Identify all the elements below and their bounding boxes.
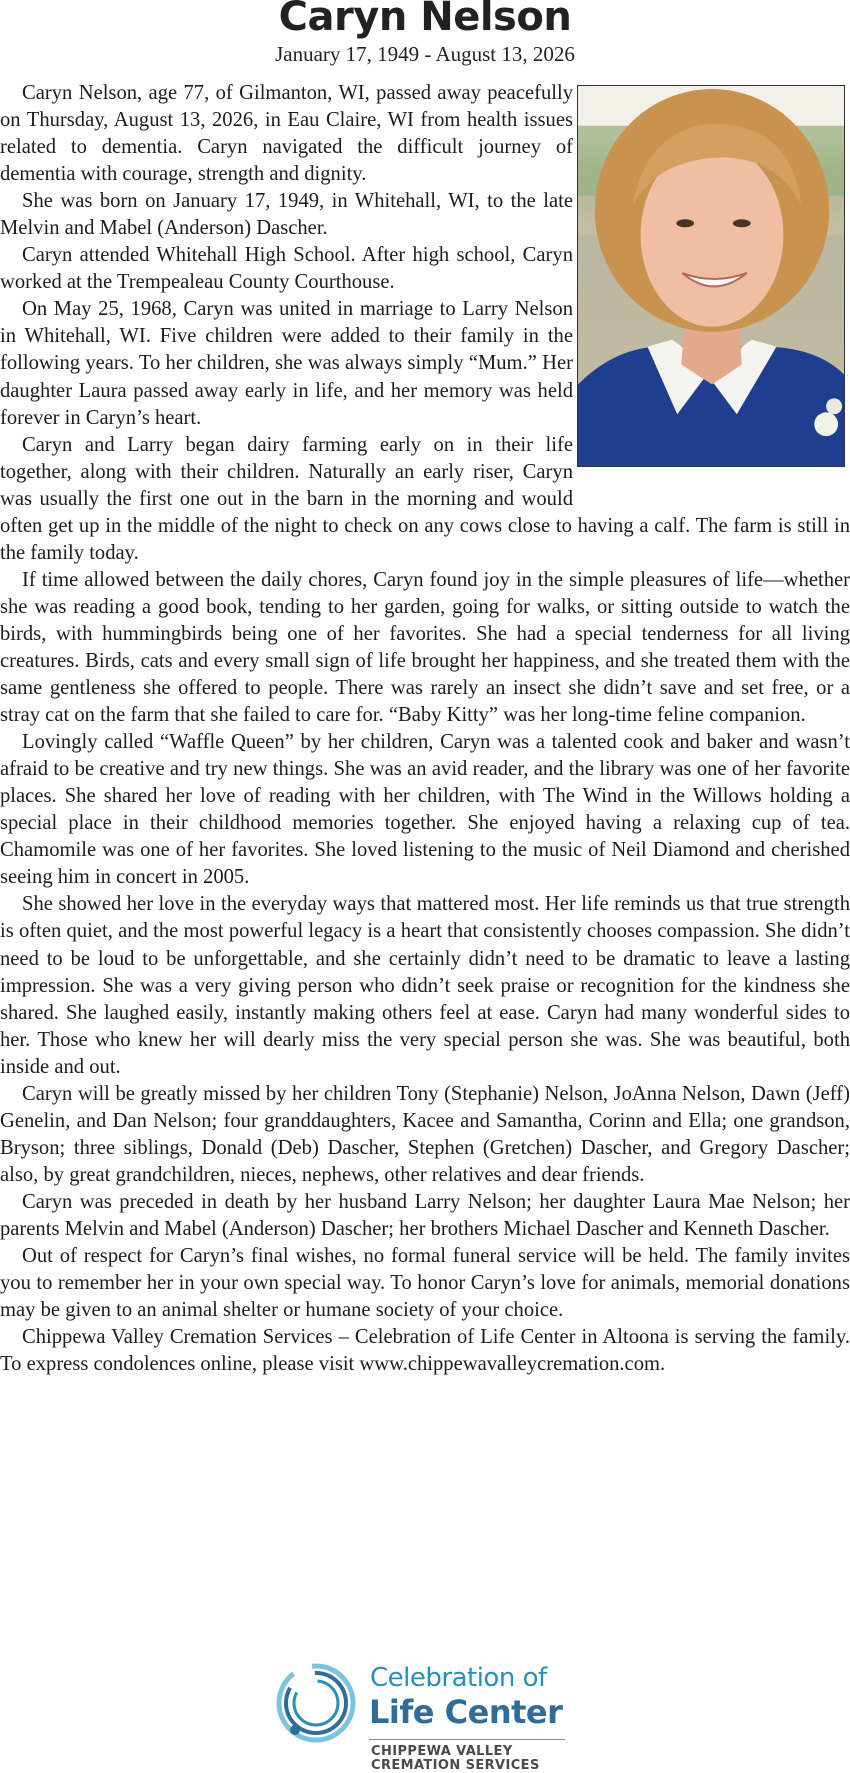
logo-subtitle-2: CREMATION SERVICES: [371, 1758, 540, 1773]
paragraph: Caryn will be greatly missed by her children Tony (Stephanie) Nelson, JoAnna Nelson, Dawn (Jeff) Genelin, and Dan Nelson; four granddaughters, Kacee and Samantha, Corinn and Ella; one grandson, Bryson; three siblings, Donald (Deb) Dascher, Stephen (Gretchen) Dascher, and Gregory Dascher; also, by great grandchildren, nieces, nephews, other relatives and dear friends.: [0, 1082, 850, 1186]
paragraph: Caryn Nelson, age 77, of Gilmanton, WI, passed away peacefully on Thursday, August 13, 2026, in Eau Claire, WI from health issues related to dementia. Caryn navigated the difficult journey of dementia with courage, strength and dignity.: [0, 82, 573, 186]
paragraph: Caryn attended Whitehall High School. After high school, Caryn worked at the Trempealeau County Courthouse.: [0, 244, 573, 294]
logo-divider: [369, 1739, 565, 1740]
paragraph: On May 25, 1968, Caryn was united in marriage to Larry Nelson in Whitehall, WI. Five children were added to their family in the following years. To her children, she was always simply “Mum.” Her daughter Laura passed away early in life, and her memory was held forever in Caryn’s heart.: [0, 298, 573, 429]
paragraph: Caryn was preceded in death by her husband Larry Nelson; her daughter Laura Mae Nelson; her parents Melvin and Mabel (Anderson) Dascher; her brothers Michael Dascher and Kenneth Dascher.: [0, 1190, 850, 1240]
paragraph: Lovingly called “Waffle Queen” by her children, Caryn was a talented cook and baker and wasn’t afraid to be creative and try new things. She was an avid reader, and the library was one of her favorite places. She shared her love of reading with her children, with The Wind in the Willows holding a special place in their childhood memories together. She enjoyed having a relaxing cup of tea. Chamomile was one of her favorites. She loved listening to the music of Neil Diamond and cherished seeing him in concert in 2005.: [0, 731, 850, 889]
logo-subtitle-1: CHIPPEWA VALLEY: [371, 1744, 513, 1759]
paragraph: Chippewa Valley Cremation Services – Celebration of Life Center in Altoona is serving the family. To express condolences online, please visit www.chippewavalleycremation.com.: [0, 1326, 850, 1376]
paragraph: She was born on January 17, 1949, in Whitehall, WI, to the late Melvin and Mabel (Anderson) Dascher.: [0, 190, 573, 240]
celebration-of-life-swirl-logo-icon: [275, 1662, 357, 1744]
photo-spacer: [573, 80, 850, 512]
logo-line-1: Celebration of: [370, 1663, 547, 1693]
paragraph: Out of respect for Caryn’s final wishes, no formal funeral service will be held. The family invites you to remember her in your own special way. To honor Caryn’s love for animals, memorial donations may be given to an animal shelter or humane society of your choice.: [0, 1245, 850, 1322]
paragraph: She showed her love in the everyday ways that mattered most. Her life reminds us that true strength is often quiet, and the most powerful legacy is a heart that consistently chooses compassion. She didn’t need to be loud to be unforgettable, and she certainly didn’t need to be dramatic to leave a lasting impression. She was a very giving person who didn’t seek praise or recognition for the kindness she shared. She laughed easily, instantly making others feel at ease. Caryn had many wonderful sides to her. Those who knew her will dearly miss the very special person she was. She was beautiful, both inside and out.: [0, 893, 850, 1078]
obituary-text: [0, 80, 850, 1378]
celebration-of-life-logo: [270, 1655, 590, 1772]
logo-line-2: Life Center: [369, 1693, 563, 1731]
paragraph: If time allowed between the daily chores, Caryn found joy in the simple pleasures of life—whether she was reading a good book, tending to her garden, going for walks, or sitting outside to watch the birds, with hummingbirds being one of her favorites. She had a special tenderness for all living creatures. Birds, cats and every small sign of life brought her happiness, and she treated them with the same gentleness she offered to people. There was rarely an insect she didn’t save and set free, or a stray cat on the farm that she failed to care for. “Baby Kitty” was her long-time feline companion.: [0, 568, 850, 727]
deceased-name: Caryn Nelson: [278, 0, 572, 40]
life-dates: January 17, 1949 - August 13, 2026: [275, 42, 575, 66]
paragraph: Caryn and Larry began dairy farming early on in their life together, along with their children. Naturally an early riser, Caryn was usually the first one out in the barn in the morning and would often get up in the middle of the night to check on any cows close to having a calf. The farm is still in the family today.: [0, 433, 850, 564]
